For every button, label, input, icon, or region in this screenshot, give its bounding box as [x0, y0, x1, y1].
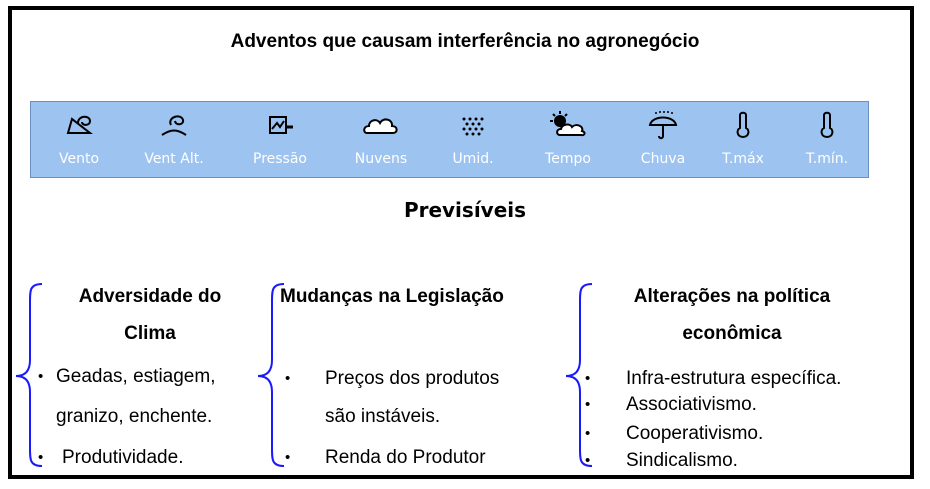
list-item: são instáveis. [325, 406, 441, 427]
weather-label-clouds: Nuvens [354, 151, 408, 167]
weather-label-high-wind: Vent Alt. [144, 151, 204, 167]
bullet: • [285, 449, 291, 466]
bullet: • [585, 452, 591, 469]
weather-label-rain: Chuva [640, 151, 686, 167]
column-title-line: econômica [682, 323, 782, 344]
list-item: Geadas, estiagem, [56, 366, 216, 387]
weather-item-clouds[interactable] [341, 107, 421, 175]
wind-icon [62, 111, 96, 139]
list-item: Produtividade. [62, 447, 184, 468]
column-title-line: Adversidade do [78, 286, 222, 307]
weather-item-tmax[interactable] [703, 107, 783, 175]
weather-label-weather: Tempo [545, 151, 591, 167]
umbrella-icon [646, 111, 680, 141]
diagram-subtitle: Previsíveis [403, 198, 527, 222]
weather-label-pressure: Pressão [253, 151, 307, 167]
column-title-legislation [280, 278, 560, 315]
column-title-line: Alterações na política [633, 286, 831, 307]
bullet: • [585, 370, 591, 387]
weather-label-tmin: T.mín. [805, 151, 849, 167]
list-item: Associativismo. [626, 394, 757, 415]
weather-item-tmin[interactable] [787, 107, 867, 175]
weather-label-wind: Vento [58, 151, 100, 167]
column-title-line: Clima [124, 323, 176, 344]
bullet: • [585, 396, 591, 413]
bullet: • [585, 425, 591, 442]
pressure-icon [263, 111, 297, 139]
weather-toolbar [30, 101, 869, 178]
humidity-icon [456, 111, 490, 139]
weather-item-weather[interactable] [528, 107, 608, 175]
weather-item-pressure[interactable] [240, 107, 320, 175]
high-wind-icon [157, 111, 191, 139]
list-item: Sindicalismo. [626, 450, 738, 471]
diagram-title: Adventos que causam interferência no agronegócio [230, 31, 700, 52]
list-item: granizo, enchente. [56, 406, 213, 427]
bullet: • [285, 370, 291, 387]
bullet: • [38, 449, 44, 466]
list-item: Renda do Produtor [325, 447, 486, 468]
left-brace-3 [562, 280, 596, 470]
cloud-icon [361, 111, 401, 139]
weather-label-humidity: Umid. [452, 151, 494, 167]
weather-item-rain[interactable] [623, 107, 703, 175]
weather-icon [548, 111, 588, 139]
list-item: Preços dos produtos [325, 368, 500, 389]
weather-item-high-wind[interactable] [134, 107, 214, 175]
thermometer-min-icon [810, 111, 844, 139]
list-item: Cooperativismo. [626, 423, 764, 444]
list-item: Infra-estrutura específica. [626, 368, 842, 389]
column-title-climate [40, 278, 260, 352]
weather-item-humidity[interactable] [433, 107, 513, 175]
weather-label-tmax: T.máx [722, 151, 764, 167]
column-title-line: Mudanças na Legislação [280, 286, 504, 307]
column-title-economic [596, 278, 868, 352]
thermometer-max-icon [726, 111, 760, 139]
bullet: • [38, 368, 44, 385]
weather-item-wind[interactable] [39, 107, 119, 175]
